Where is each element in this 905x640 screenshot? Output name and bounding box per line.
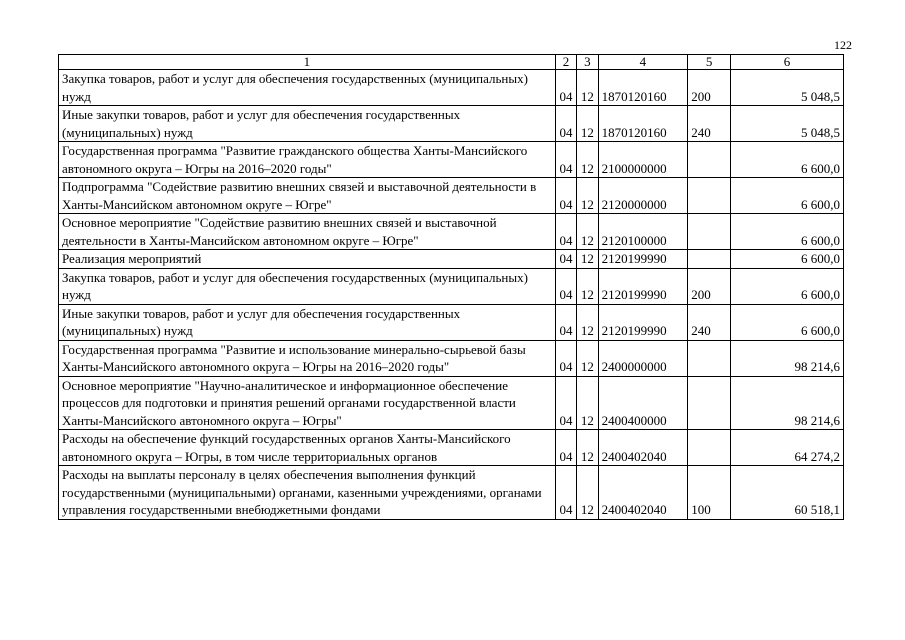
table-body: [59, 70, 844, 520]
cell-amount: 6 600,0: [730, 250, 843, 269]
cell-target-article: 2400402040: [598, 430, 688, 466]
cell-section: 04: [555, 466, 576, 520]
page-number: 122: [834, 38, 852, 52]
cell-subsection: 12: [577, 466, 598, 520]
cell-amount: 5 048,5: [730, 70, 843, 106]
table-row: [59, 268, 844, 304]
cell-subsection: 12: [577, 106, 598, 142]
cell-amount: 6 600,0: [730, 268, 843, 304]
table-row: [59, 106, 844, 142]
cell-expense-type: 200: [688, 70, 731, 106]
cell-section: 04: [555, 178, 576, 214]
cell-section: 04: [555, 214, 576, 250]
cell-target-article: 2120000000: [598, 178, 688, 214]
header-col-subsection: 3: [577, 55, 598, 70]
cell-subsection: 12: [577, 178, 598, 214]
cell-amount: 6 600,0: [730, 304, 843, 340]
cell-name: Подпрограмма "Содействие развитию внешних связей и выставочной деятельности в Ханты-Мансийском автономном округе – Югре": [59, 178, 556, 214]
cell-section: 04: [555, 430, 576, 466]
cell-section: 04: [555, 250, 576, 269]
cell-name: Основное мероприятие "Научно-аналитическое и информационное обеспечение процессов для подготовки и принятия решений органами государственной власти Ханты-Мансийского автономного округа – Югры": [59, 376, 556, 430]
cell-amount: 98 214,6: [730, 340, 843, 376]
cell-expense-type: [688, 214, 731, 250]
cell-expense-type: [688, 430, 731, 466]
table-row: [59, 70, 844, 106]
cell-name: Иные закупки товаров, работ и услуг для обеспечения государственных (муниципальных) нужд: [59, 304, 556, 340]
cell-subsection: 12: [577, 376, 598, 430]
cell-name: Расходы на обеспечение функций государственных органов Ханты-Мансийского автономного округа – Югры, в том числе территориальных органов: [59, 430, 556, 466]
cell-name: Государственная программа "Развитие и использование минерально-сырьевой базы Ханты-Мансийского автономного округа – Югры на 2016–2020 годы": [59, 340, 556, 376]
cell-target-article: 2400402040: [598, 466, 688, 520]
table-row: [59, 340, 844, 376]
cell-subsection: 12: [577, 304, 598, 340]
cell-expense-type: [688, 250, 731, 269]
table-row: [59, 250, 844, 269]
cell-target-article: 1870120160: [598, 70, 688, 106]
cell-subsection: 12: [577, 340, 598, 376]
cell-target-article: 2400400000: [598, 376, 688, 430]
budget-table: [58, 54, 844, 520]
cell-amount: 6 600,0: [730, 214, 843, 250]
cell-name: Основное мероприятие "Содействие развитию внешних связей и выставочной деятельности в Ханты-Мансийском автономном округе – Югре": [59, 214, 556, 250]
cell-section: 04: [555, 142, 576, 178]
cell-target-article: 1870120160: [598, 106, 688, 142]
cell-name: Иные закупки товаров, работ и услуг для обеспечения государственных (муниципальных) нужд: [59, 106, 556, 142]
cell-name: Закупка товаров, работ и услуг для обеспечения государственных (муниципальных) нужд: [59, 268, 556, 304]
header-col-section: 2: [555, 55, 576, 70]
cell-expense-type: [688, 376, 731, 430]
cell-amount: 60 518,1: [730, 466, 843, 520]
header-col-target-article: 4: [598, 55, 688, 70]
cell-subsection: 12: [577, 70, 598, 106]
cell-expense-type: [688, 178, 731, 214]
table-header: [59, 55, 844, 70]
cell-expense-type: 200: [688, 268, 731, 304]
cell-target-article: 2100000000: [598, 142, 688, 178]
cell-section: 04: [555, 304, 576, 340]
cell-target-article: 2120199990: [598, 250, 688, 269]
cell-expense-type: 100: [688, 466, 731, 520]
cell-amount: 6 600,0: [730, 178, 843, 214]
header-col-amount: 6: [730, 55, 843, 70]
cell-subsection: 12: [577, 250, 598, 269]
header-col-expense-type: 5: [688, 55, 731, 70]
cell-name: Закупка товаров, работ и услуг для обеспечения государственных (муниципальных) нужд: [59, 70, 556, 106]
cell-expense-type: [688, 340, 731, 376]
cell-target-article: 2400000000: [598, 340, 688, 376]
cell-target-article: 2120199990: [598, 268, 688, 304]
table-row: [59, 142, 844, 178]
table-row: [59, 214, 844, 250]
cell-amount: 6 600,0: [730, 142, 843, 178]
cell-name: Государственная программа "Развитие гражданского общества Ханты-Мансийского автономного округа – Югры на 2016–2020 годы": [59, 142, 556, 178]
cell-amount: 98 214,6: [730, 376, 843, 430]
cell-section: 04: [555, 106, 576, 142]
cell-subsection: 12: [577, 142, 598, 178]
cell-subsection: 12: [577, 268, 598, 304]
cell-section: 04: [555, 70, 576, 106]
cell-name: Реализация мероприятий: [59, 250, 556, 269]
table-row: [59, 376, 844, 430]
table-row: [59, 304, 844, 340]
cell-expense-type: 240: [688, 106, 731, 142]
cell-name: Расходы на выплаты персоналу в целях обеспечения выполнения функций государственными (муниципальными) органами, казенными учреждениями, органами управления государственными внебюджетными фондами: [59, 466, 556, 520]
cell-amount: 64 274,2: [730, 430, 843, 466]
cell-section: 04: [555, 268, 576, 304]
cell-target-article: 2120199990: [598, 304, 688, 340]
header-col-name: 1: [59, 55, 556, 70]
cell-expense-type: [688, 142, 731, 178]
cell-target-article: 2120100000: [598, 214, 688, 250]
cell-subsection: 12: [577, 430, 598, 466]
table-row: [59, 466, 844, 520]
header-row: [59, 55, 844, 70]
cell-amount: 5 048,5: [730, 106, 843, 142]
cell-section: 04: [555, 340, 576, 376]
table-row: [59, 430, 844, 466]
cell-expense-type: 240: [688, 304, 731, 340]
cell-subsection: 12: [577, 214, 598, 250]
cell-section: 04: [555, 376, 576, 430]
table-row: [59, 178, 844, 214]
